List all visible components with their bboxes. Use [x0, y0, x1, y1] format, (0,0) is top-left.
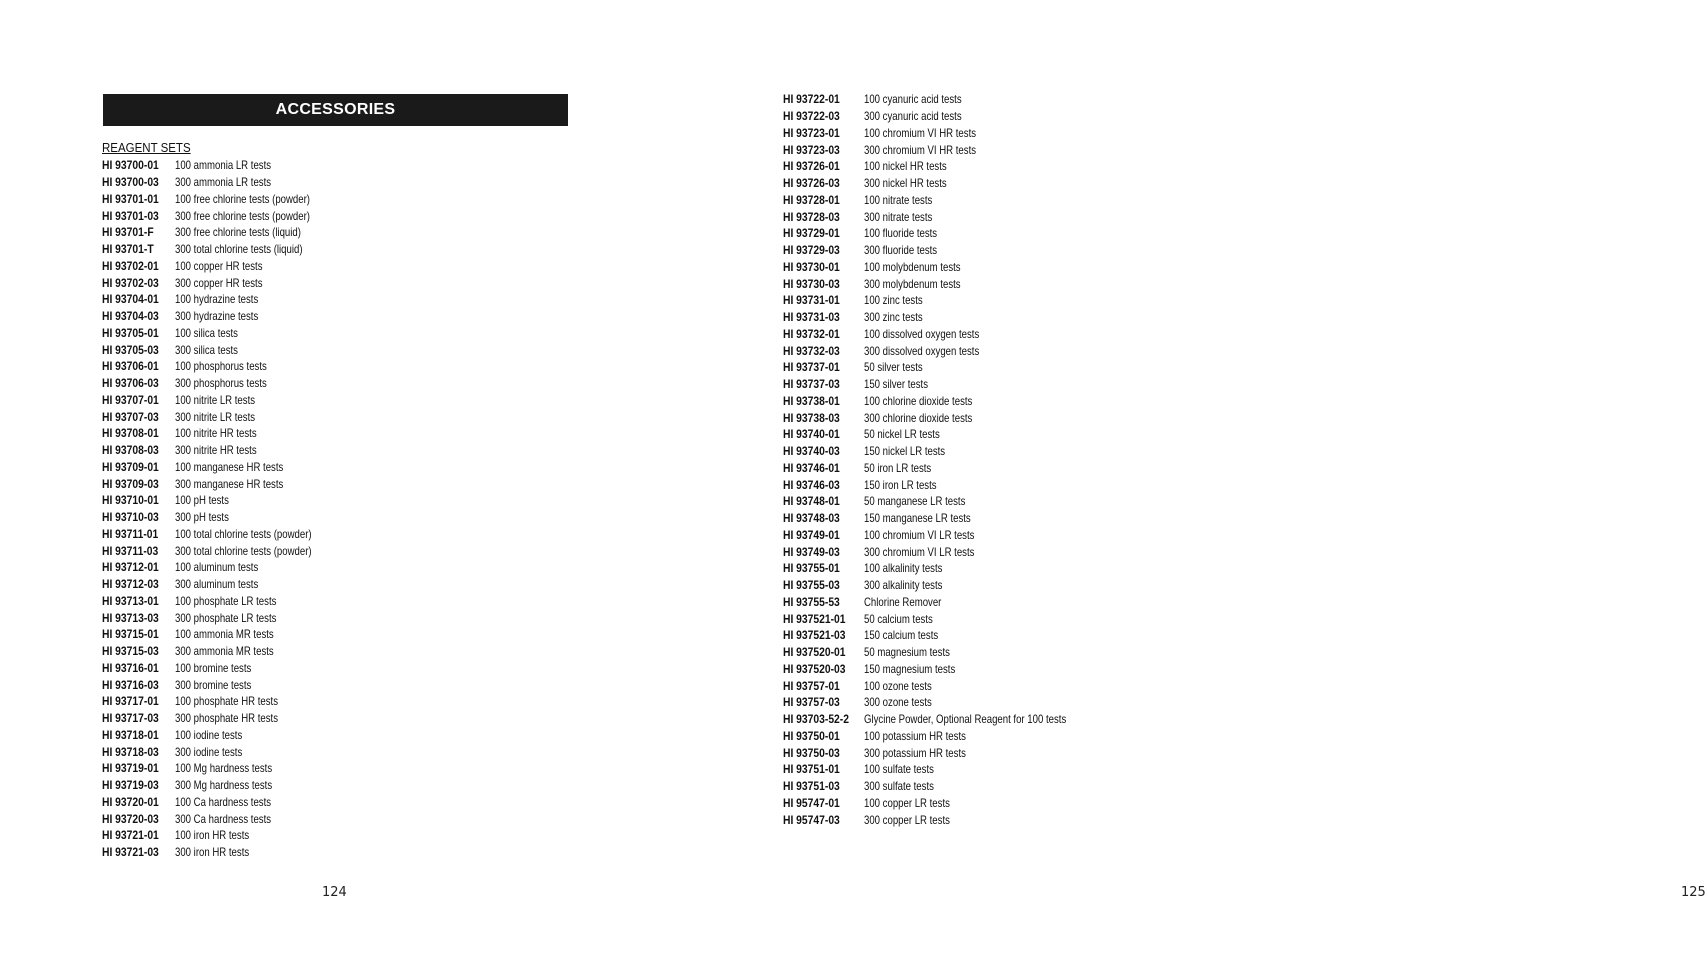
reagent-code: HI 93729-03 — [783, 243, 840, 258]
left-page — [0, 0, 675, 954]
reagent-description: Glycine Powder, Optional Reagent for 100 tests — [864, 712, 1067, 727]
reagent-description: 300 phosphorus tests — [175, 376, 267, 391]
reagent-description: 300 ammonia MR tests — [175, 644, 274, 659]
reagent-description: 300 free chlorine tests (liquid) — [175, 225, 301, 240]
reagent-description: 100 chromium VI HR tests — [864, 125, 977, 140]
reagent-code: HI 93705-01 — [102, 325, 159, 340]
reagent-description: 100 silica tests — [175, 325, 238, 340]
reagent-code: HI 93746-01 — [783, 460, 840, 475]
reagent-description: 100 zinc tests — [864, 293, 923, 308]
reagent-description: 100 alkalinity tests — [864, 561, 943, 576]
reagent-row — [102, 274, 346, 291]
reagent-description: Chlorine Remover — [864, 594, 942, 609]
reagent-row — [783, 677, 1117, 694]
reagent-row — [783, 225, 1117, 242]
reagent-row — [783, 242, 1117, 259]
reagent-description: 300 alkalinity tests — [864, 578, 943, 593]
reagent-code: HI 93702-03 — [102, 275, 159, 290]
reagent-row — [783, 192, 1117, 209]
reagent-row — [783, 510, 1117, 527]
reagent-code: HI 93750-03 — [783, 745, 840, 760]
reagent-code: HI 93708-03 — [102, 443, 159, 458]
reagent-description: 100 Mg hardness tests — [175, 761, 273, 776]
reagent-description: 300 chlorine dioxide tests — [864, 410, 973, 425]
reagent-code: HI 93750-01 — [783, 728, 840, 743]
reagent-row — [783, 208, 1117, 225]
reagent-code: HI 93755-53 — [783, 594, 840, 609]
reagent-code: HI 93702-01 — [102, 258, 159, 273]
reagent-description: 100 cyanuric acid tests — [864, 92, 962, 107]
reagent-row — [102, 609, 346, 626]
reagent-description: 50 manganese LR tests — [864, 494, 966, 509]
reagent-code: HI 93717-03 — [102, 711, 159, 726]
reagent-description: 150 iron LR tests — [864, 477, 937, 492]
reagent-code: HI 93720-01 — [102, 794, 159, 809]
reagent-description: 300 pH tests — [175, 510, 229, 525]
reagent-code: HI 93757-01 — [783, 678, 840, 693]
reagent-description: 100 nitrite HR tests — [175, 426, 257, 441]
reagent-row — [783, 811, 1117, 828]
reagent-code: HI 93729-01 — [783, 226, 840, 241]
reagent-code: HI 93715-01 — [102, 627, 159, 642]
reagent-code: HI 93740-03 — [783, 444, 840, 459]
reagent-row — [783, 175, 1117, 192]
reagent-row — [102, 291, 346, 308]
reagent-code: HI 93708-01 — [102, 426, 159, 441]
reagent-row — [102, 442, 346, 459]
reagent-row — [783, 795, 1117, 812]
reagent-description: 300 copper LR tests — [864, 812, 950, 827]
reagent-row — [102, 475, 346, 492]
reagent-description: 100 ozone tests — [864, 678, 932, 693]
reagent-code: HI 93737-03 — [783, 377, 840, 392]
reagent-row — [102, 660, 346, 677]
reagent-code: HI 93728-01 — [783, 192, 840, 207]
reagent-row — [783, 543, 1117, 560]
reagent-description: 100 aluminum tests — [175, 560, 259, 575]
reagent-code: HI 93722-01 — [783, 92, 840, 107]
reagent-row — [102, 258, 346, 275]
reagent-row — [102, 459, 346, 476]
reagent-description: 150 calcium tests — [864, 628, 939, 643]
reagent-description: 100 nitrite LR tests — [175, 392, 256, 407]
reagent-description: 100 potassium HR tests — [864, 728, 966, 743]
reagent-code: HI 93755-01 — [783, 561, 840, 576]
reagent-description: 100 chlorine dioxide tests — [864, 393, 973, 408]
reagent-description: 300 nickel HR tests — [864, 176, 947, 191]
reagent-description: 300 phosphate LR tests — [175, 610, 277, 625]
reagent-code: HI 93709-03 — [102, 476, 159, 491]
reagent-row — [783, 644, 1117, 661]
reagent-row — [102, 827, 346, 844]
reagent-code: HI 93710-03 — [102, 510, 159, 525]
reagent-code: HI 93712-01 — [102, 560, 159, 575]
reagent-list-left — [102, 157, 346, 861]
reagent-description: 50 nickel LR tests — [864, 427, 940, 442]
reagent-description: 100 Ca hardness tests — [175, 794, 272, 809]
reagent-description: 100 manganese HR tests — [175, 459, 284, 474]
reagent-code: HI 93738-03 — [783, 410, 840, 425]
reagent-row — [102, 576, 346, 593]
reagent-description: 300 nitrite HR tests — [175, 443, 257, 458]
reagent-code: HI 93700-03 — [102, 175, 159, 190]
reagent-row — [783, 493, 1117, 510]
reagent-row — [102, 425, 346, 442]
reagent-row — [102, 743, 346, 760]
reagent-description: 150 silver tests — [864, 377, 929, 392]
reagent-row — [783, 744, 1117, 761]
reagent-row — [102, 844, 346, 861]
reagent-row — [102, 191, 346, 208]
reagent-code: HI 93726-01 — [783, 159, 840, 174]
reagent-code: HI 93748-03 — [783, 511, 840, 526]
reagent-row — [102, 157, 346, 174]
reagent-row — [102, 710, 346, 727]
reagent-description: 300 manganese HR tests — [175, 476, 284, 491]
reagent-description: 100 phosphate LR tests — [175, 593, 277, 608]
reagent-row — [783, 141, 1117, 158]
reagent-row — [783, 125, 1117, 142]
reagent-description: 300 dissolved oxygen tests — [864, 343, 980, 358]
reagent-row — [783, 661, 1117, 678]
reagent-code: HI 93706-03 — [102, 376, 159, 391]
reagent-row — [783, 460, 1117, 477]
reagent-row — [783, 728, 1117, 745]
reagent-row — [783, 376, 1117, 393]
reagent-row — [102, 676, 346, 693]
reagent-row — [783, 711, 1117, 728]
reagent-description: 100 iron HR tests — [175, 828, 250, 843]
reagent-row — [783, 259, 1117, 276]
reagent-code: HI 93700-01 — [102, 158, 159, 173]
reagent-row — [102, 727, 346, 744]
page-number-right: 125 — [1681, 885, 1706, 900]
reagent-description: 150 nickel LR tests — [864, 444, 946, 459]
reagent-code: HI 93746-03 — [783, 477, 840, 492]
reagent-description: 50 magnesium tests — [864, 645, 950, 660]
reagent-code: HI 93705-03 — [102, 342, 159, 357]
reagent-code: HI 93707-01 — [102, 392, 159, 407]
reagent-description: 100 sulfate tests — [864, 762, 934, 777]
reagent-description: 50 calcium tests — [864, 611, 933, 626]
reagent-row — [783, 342, 1117, 359]
reagent-code: HI 93716-01 — [102, 660, 159, 675]
reagent-description: 100 ammonia LR tests — [175, 158, 272, 173]
reagent-description: 100 dissolved oxygen tests — [864, 326, 980, 341]
reagent-code: HI 93711-03 — [102, 543, 159, 558]
reagent-description: 100 ammonia MR tests — [175, 627, 274, 642]
reagent-description: 100 pH tests — [175, 493, 229, 508]
reagent-row — [783, 443, 1117, 460]
reagent-code: HI 937521-01 — [783, 611, 846, 626]
reagent-row — [102, 693, 346, 710]
reagent-row — [102, 509, 346, 526]
reagent-list-right — [783, 91, 1117, 828]
reagent-description: 300 potassium HR tests — [864, 745, 966, 760]
reagent-description: 300 Mg hardness tests — [175, 778, 273, 793]
reagent-code: HI 93704-03 — [102, 309, 159, 324]
reagent-description: 100 free chlorine tests (powder) — [175, 191, 310, 206]
reagent-description: 300 copper HR tests — [175, 275, 263, 290]
reagent-code: HI 93701-01 — [102, 191, 159, 206]
reagent-row — [783, 594, 1117, 611]
reagent-code: HI 93718-03 — [102, 744, 159, 759]
reagent-description: 100 bromine tests — [175, 660, 252, 675]
reagent-code: HI 93706-01 — [102, 359, 159, 374]
reagent-code: HI 93726-03 — [783, 176, 840, 191]
reagent-code: HI 93707-03 — [102, 409, 159, 424]
reagent-description: 300 iron HR tests — [175, 845, 250, 860]
reagent-code: HI 93757-03 — [783, 695, 840, 710]
reagent-row — [783, 426, 1117, 443]
reagent-description: 100 copper LR tests — [864, 795, 950, 810]
reagent-row — [783, 560, 1117, 577]
reagent-row — [783, 778, 1117, 795]
reagent-code: HI 93749-01 — [783, 527, 840, 542]
reagent-description: 100 nickel HR tests — [864, 159, 947, 174]
reagent-row — [102, 542, 346, 559]
reagent-code: HI 93728-03 — [783, 209, 840, 224]
reagent-description: 300 sulfate tests — [864, 779, 934, 794]
reagent-code: HI 937520-03 — [783, 661, 846, 676]
reagent-description: 300 hydrazine tests — [175, 309, 259, 324]
reagent-row — [102, 341, 346, 358]
reagent-row — [783, 108, 1117, 125]
reagent-code: HI 93701-03 — [102, 208, 159, 223]
reagent-description: 300 nitrate tests — [864, 209, 933, 224]
reagent-code: HI 93703-52-2 — [783, 712, 849, 727]
reagent-row — [783, 610, 1117, 627]
reagent-sets-title: REAGENT SETS — [102, 141, 191, 155]
reagent-description: 50 iron LR tests — [864, 460, 932, 475]
reagent-code: HI 93713-01 — [102, 593, 159, 608]
reagent-row — [783, 326, 1117, 343]
reagent-description: 300 free chlorine tests (powder) — [175, 208, 310, 223]
reagent-row — [102, 358, 346, 375]
reagent-row — [102, 626, 346, 643]
reagent-description: 150 magnesium tests — [864, 661, 956, 676]
reagent-description: 300 cyanuric acid tests — [864, 109, 962, 124]
reagent-description: 300 Ca hardness tests — [175, 811, 272, 826]
reagent-description: 100 nitrate tests — [864, 192, 933, 207]
reagent-code: HI 93737-01 — [783, 360, 840, 375]
reagent-row — [783, 275, 1117, 292]
reagent-description: 300 chromium VI HR tests — [864, 142, 977, 157]
reagent-code: HI 93719-01 — [102, 761, 159, 776]
reagent-code: HI 93719-03 — [102, 778, 159, 793]
reagent-code: HI 93709-01 — [102, 459, 159, 474]
reagent-row — [102, 526, 346, 543]
reagent-description: 300 phosphate HR tests — [175, 711, 278, 726]
reagent-code: HI 93723-01 — [783, 125, 840, 140]
reagent-row — [102, 308, 346, 325]
reagent-code: HI 95747-03 — [783, 812, 840, 827]
reagent-code: HI 93720-03 — [102, 811, 159, 826]
reagent-code: HI 93740-01 — [783, 427, 840, 442]
reagent-description: 300 nitrite LR tests — [175, 409, 256, 424]
reagent-row — [783, 476, 1117, 493]
reagent-code: HI 93701-T — [102, 242, 154, 257]
reagent-row — [783, 627, 1117, 644]
reagent-code: HI 93738-01 — [783, 393, 840, 408]
reagent-code: HI 93704-01 — [102, 292, 159, 307]
reagent-code: HI 93731-03 — [783, 310, 840, 325]
reagent-description: 300 zinc tests — [864, 310, 923, 325]
reagent-code: HI 95747-01 — [783, 795, 840, 810]
reagent-code: HI 937521-03 — [783, 628, 846, 643]
reagent-row — [102, 777, 346, 794]
reagent-code: HI 93701-F — [102, 225, 154, 240]
reagent-code: HI 93732-03 — [783, 343, 840, 358]
reagent-description: 100 iodine tests — [175, 727, 243, 742]
reagent-description: 300 silica tests — [175, 342, 238, 357]
page-number-left: 124 — [322, 885, 347, 900]
reagent-description: 300 molybdenum tests — [864, 276, 961, 291]
reagent-code: HI 937520-01 — [783, 645, 846, 660]
reagent-row — [102, 492, 346, 509]
reagent-code: HI 93721-01 — [102, 828, 159, 843]
reagent-row — [783, 91, 1117, 108]
reagent-code: HI 93730-03 — [783, 276, 840, 291]
reagent-description: 300 chromium VI LR tests — [864, 544, 975, 559]
reagent-code: HI 93732-01 — [783, 326, 840, 341]
reagent-description: 50 silver tests — [864, 360, 923, 375]
reagent-description: 100 chromium VI LR tests — [864, 527, 975, 542]
reagent-row — [102, 325, 346, 342]
reagent-description: 300 fluoride tests — [864, 243, 938, 258]
reagent-code: HI 93711-01 — [102, 526, 159, 541]
reagent-description: 300 iodine tests — [175, 744, 243, 759]
reagent-row — [783, 393, 1117, 410]
reagent-code: HI 93755-03 — [783, 578, 840, 593]
reagent-row — [783, 292, 1117, 309]
reagent-row — [102, 559, 346, 576]
reagent-code: HI 93748-01 — [783, 494, 840, 509]
reagent-description: 300 total chlorine tests (liquid) — [175, 242, 303, 257]
reagent-code: HI 93721-03 — [102, 845, 159, 860]
reagent-row — [783, 359, 1117, 376]
reagent-description: 100 fluoride tests — [864, 226, 938, 241]
reagent-description: 100 copper HR tests — [175, 258, 263, 273]
reagent-code: HI 93712-03 — [102, 577, 159, 592]
reagent-description: 100 total chlorine tests (powder) — [175, 526, 312, 541]
reagent-code: HI 93716-03 — [102, 677, 159, 692]
reagent-row — [102, 408, 346, 425]
reagent-row — [102, 224, 346, 241]
reagent-row — [783, 409, 1117, 426]
reagent-row — [102, 794, 346, 811]
reagent-description: 300 aluminum tests — [175, 577, 259, 592]
reagent-row — [783, 761, 1117, 778]
reagent-row — [783, 577, 1117, 594]
reagent-code: HI 93710-01 — [102, 493, 159, 508]
reagent-row — [102, 593, 346, 610]
reagent-description: 300 ammonia LR tests — [175, 175, 272, 190]
reagent-description: 100 molybdenum tests — [864, 259, 961, 274]
reagent-description: 100 phosphorus tests — [175, 359, 267, 374]
accessories-header: ACCESSORIES — [103, 94, 568, 126]
reagent-description: 150 manganese LR tests — [864, 511, 971, 526]
reagent-code: HI 93749-03 — [783, 544, 840, 559]
reagent-description: 100 phosphate HR tests — [175, 694, 278, 709]
reagent-description: 300 total chlorine tests (powder) — [175, 543, 312, 558]
reagent-row — [102, 241, 346, 258]
reagent-code: HI 93751-01 — [783, 762, 840, 777]
reagent-row — [102, 392, 346, 409]
reagent-code: HI 93751-03 — [783, 779, 840, 794]
reagent-row — [102, 207, 346, 224]
reagent-row — [783, 158, 1117, 175]
reagent-row — [102, 810, 346, 827]
reagent-code: HI 93731-01 — [783, 293, 840, 308]
reagent-description: 300 bromine tests — [175, 677, 252, 692]
reagent-code: HI 93722-03 — [783, 109, 840, 124]
reagent-row — [783, 309, 1117, 326]
reagent-row — [102, 375, 346, 392]
reagent-code: HI 93718-01 — [102, 727, 159, 742]
reagent-code: HI 93723-03 — [783, 142, 840, 157]
reagent-row — [783, 527, 1117, 544]
reagent-code: HI 93715-03 — [102, 644, 159, 659]
reagent-row — [102, 174, 346, 191]
reagent-row — [783, 694, 1117, 711]
reagent-row — [102, 643, 346, 660]
reagent-description: 100 hydrazine tests — [175, 292, 259, 307]
reagent-code: HI 93717-01 — [102, 694, 159, 709]
reagent-code: HI 93730-01 — [783, 259, 840, 274]
reagent-description: 300 ozone tests — [864, 695, 932, 710]
reagent-row — [102, 760, 346, 777]
reagent-code: HI 93713-03 — [102, 610, 159, 625]
